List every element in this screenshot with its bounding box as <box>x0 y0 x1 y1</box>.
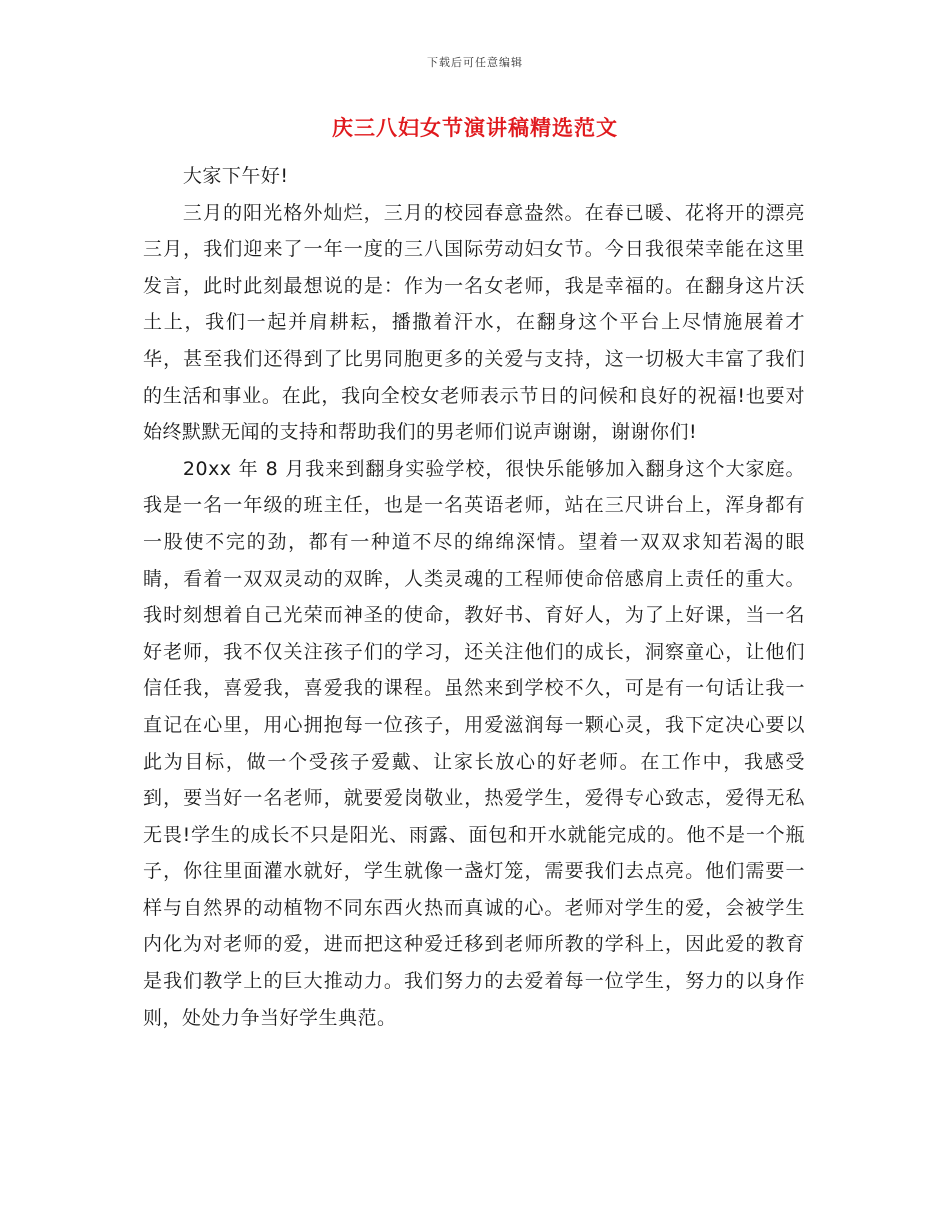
document-body <box>143 158 805 1036</box>
paragraph-1: 三月的阳光格外灿烂，三月的校园春意盎然。在春已暖、花将开的漂亮三月，我们迎来了一年一度的三八国际劳动妇女节。今日我很荣幸能在这里发言，此时此刻最想说的是：作为一名女老师，我是幸福的。在翻身这片沃土上，我们一起并肩耕耘，播撒着汗水，在翻身这个平台上尽情施展着才华，甚至我们还得到了比男同胞更多的关爱与支持，这一切极大丰富了我们的生活和事业。在此，我向全校女老师表示节日的问候和良好的祝福!也要对始终默默无闻的支持和帮助我们的男老师们说声谢谢，谢谢你们! <box>143 201 805 444</box>
document-title: 庆三八妇女节演讲稿精选范文 <box>332 116 618 140</box>
paragraph-greeting: 大家下午好! <box>182 165 289 187</box>
paragraph-2: 20xx 年 8 月我来到翻身实验学校，很快乐能够加入翻身这个大家庭。我是一名一年级的班主任，也是一名英语老师，站在三尺讲台上，浑身都有一股使不完的劲，都有一种道不尽的绵绵深情。望着一双双求知若渴的眼睛，看着一双双灵动的双眸，人类灵魂的工程师使命倍感肩上责任的重大。我时刻想着自己光荣而神圣的使命，教好书、育好人，为了上好课，当一名好老师，我不仅关注孩子们的学习，还关注他们的成长，洞察童心，让他们信任我，喜爱我，喜爱我的课程。虽然来到学校不久，可是有一句话让我一直记在心里，用心拥抱每一位孩子，用爱滋润每一颗心灵，我下定决心要以此为目标，做一个受孩子爱戴、让家长放心的好老师。在工作中，我感受到，要当好一名老师，就要爱岗敬业，热爱学生，爱得专心致志，爱得无私无畏!学生的成长不只是阳光、雨露、面包和开水就能完成的。他不是一个瓶子，你往里面灌水就好，学生就像一盏灯笼，需要我们去点亮。他们需要一样与自然界的动植物不同东西火热而真诚的心。老师对学生的爱，会被学生内化为对老师的爱，进而把这种爱迁移到老师所教的学科上，因此爱的教育是我们教学上的巨大推动力。我们努力的去爱着每一位学生，努力的以身作则，处处力争当好学生典范。 <box>143 457 805 1029</box>
header-note: 下载后可任意编辑 <box>427 56 523 69</box>
